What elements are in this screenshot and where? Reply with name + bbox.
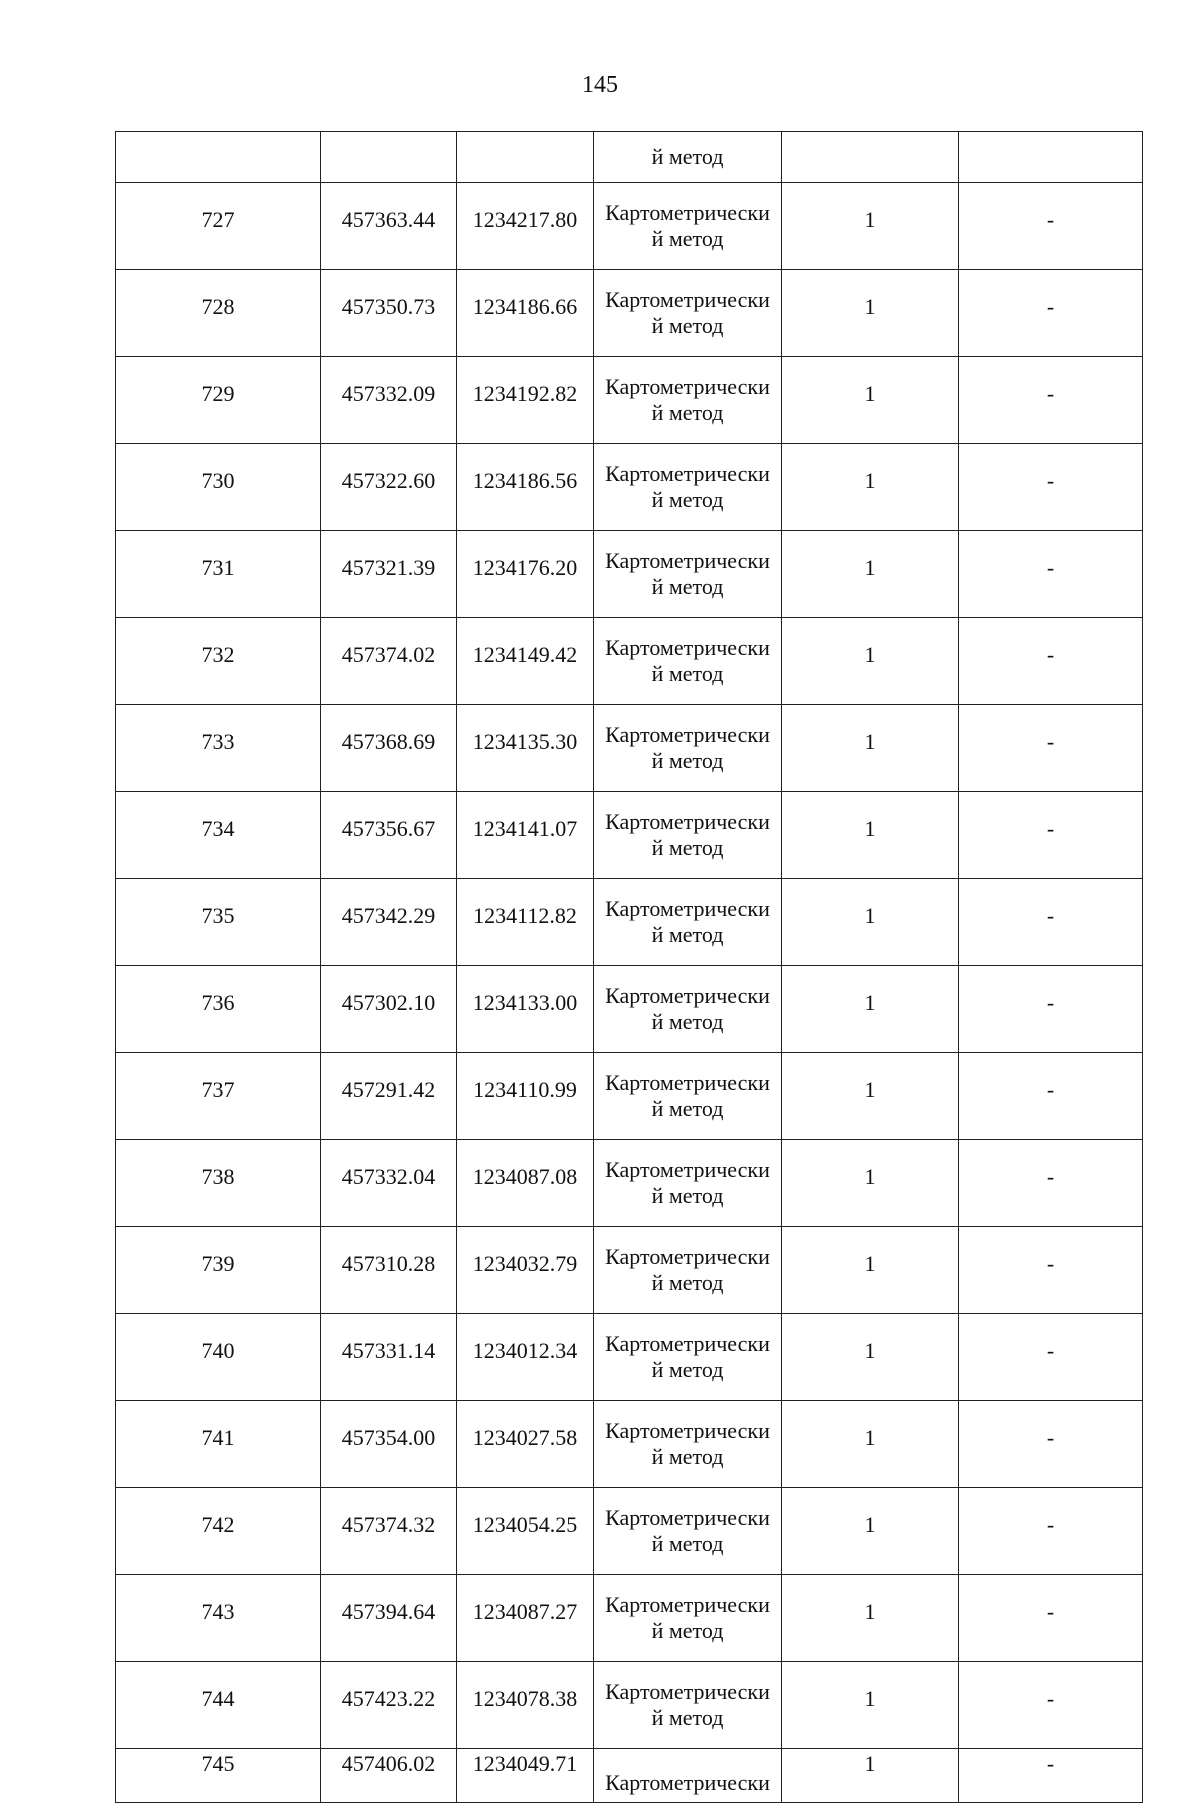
description-cell: - [959,1053,1143,1140]
method-line-1: Картометрически [605,1505,770,1530]
accuracy-cell: 1 [782,1488,959,1575]
method-line-1: Картометрически [605,722,770,747]
y-coordinate-cell [457,132,594,183]
method-line-1: Картометрически [605,548,770,573]
table-row [116,183,1143,270]
table-row [116,531,1143,618]
method-cell [594,1140,782,1227]
description-cell: - [959,705,1143,792]
description-cell: - [959,183,1143,270]
accuracy-cell: 1 [782,444,959,531]
y-coordinate-cell: 1234186.66 [457,270,594,357]
accuracy-cell [782,132,959,183]
point-number-cell: 731 [116,531,321,618]
y-coordinate-cell: 1234186.56 [457,444,594,531]
description-cell: - [959,357,1143,444]
table-row [116,357,1143,444]
method-line-2: й метод [651,1183,724,1208]
description-cell: - [959,1662,1143,1749]
method-line-1: Картометрически [605,1244,770,1269]
x-coordinate-cell: 457321.39 [321,531,457,618]
method-cell [594,792,782,879]
method-line-1: Картометрически [605,983,770,1008]
description-cell: - [959,444,1143,531]
x-coordinate-cell [321,132,457,183]
accuracy-cell: 1 [782,966,959,1053]
y-coordinate-cell: 1234176.20 [457,531,594,618]
accuracy-cell: 1 [782,705,959,792]
point-number-cell: 738 [116,1140,321,1227]
method-cell: й метод [594,132,782,183]
accuracy-cell: 1 [782,357,959,444]
method-cell [594,879,782,966]
accuracy-cell: 1 [782,1053,959,1140]
method-line-2: й метод [651,400,724,425]
y-coordinate-cell: 1234217.80 [457,183,594,270]
y-coordinate-cell: 1234141.07 [457,792,594,879]
y-coordinate-cell: 1234087.08 [457,1140,594,1227]
x-coordinate-cell: 457302.10 [321,966,457,1053]
table-row [116,1053,1143,1140]
x-coordinate-cell: 457406.02 [321,1749,457,1803]
method-cell [594,705,782,792]
x-coordinate-cell: 457394.64 [321,1575,457,1662]
coordinates-table [115,131,1143,1803]
accuracy-cell: 1 [782,183,959,270]
method-line-2: й метод [651,661,724,686]
table-row [116,1488,1143,1575]
method-line-2: й метод [651,1009,724,1034]
x-coordinate-cell: 457354.00 [321,1401,457,1488]
method-line-2: й метод [651,1270,724,1295]
description-cell: - [959,1140,1143,1227]
description-cell: - [959,879,1143,966]
x-coordinate-cell: 457322.60 [321,444,457,531]
point-number-cell: 728 [116,270,321,357]
method-cell [594,531,782,618]
method-cell [594,357,782,444]
point-number-cell: 743 [116,1575,321,1662]
x-coordinate-cell: 457332.09 [321,357,457,444]
point-number-cell: 735 [116,879,321,966]
method-cell [594,966,782,1053]
description-cell: - [959,1749,1143,1803]
accuracy-cell: 1 [782,531,959,618]
table-row [116,792,1143,879]
accuracy-cell: 1 [782,1401,959,1488]
x-coordinate-cell: 457423.22 [321,1662,457,1749]
description-cell: - [959,1575,1143,1662]
accuracy-cell: 1 [782,1227,959,1314]
y-coordinate-cell: 1234027.58 [457,1401,594,1488]
method-line-1: Картометрически [605,374,770,399]
y-coordinate-cell: 1234192.82 [457,357,594,444]
method-line-2: й метод [651,1618,724,1643]
accuracy-cell: 1 [782,879,959,966]
point-number-cell: 742 [116,1488,321,1575]
method-line-2: й метод [651,1357,724,1382]
table-row [116,1314,1143,1401]
method-cell [594,1053,782,1140]
y-coordinate-cell: 1234087.27 [457,1575,594,1662]
table-row [116,1575,1143,1662]
description-cell: - [959,792,1143,879]
x-coordinate-cell: 457374.32 [321,1488,457,1575]
method-line-1: Картометрически [605,635,770,660]
method-line-1: Картометрически [605,1418,770,1443]
y-coordinate-cell: 1234032.79 [457,1227,594,1314]
table-row [116,1227,1143,1314]
method-line-1: Картометрически [605,1331,770,1356]
accuracy-cell: 1 [782,1662,959,1749]
description-cell: - [959,618,1143,705]
y-coordinate-cell: 1234133.00 [457,966,594,1053]
description-cell: - [959,1488,1143,1575]
table-row [116,1140,1143,1227]
method-line-2: й метод [651,835,724,860]
accuracy-cell: 1 [782,1140,959,1227]
x-coordinate-cell: 457368.69 [321,705,457,792]
x-coordinate-cell: 457331.14 [321,1314,457,1401]
table-row [116,879,1143,966]
method-cell [594,444,782,531]
table-row [116,1401,1143,1488]
x-coordinate-cell: 457356.67 [321,792,457,879]
method-line-2: й метод [651,1531,724,1556]
point-number-cell: 745 [116,1749,321,1803]
description-cell: - [959,966,1143,1053]
method-line-1: Картометрически [605,1070,770,1095]
accuracy-cell: 1 [782,1314,959,1401]
method-line-2: й метод [651,574,724,599]
method-cell [594,1575,782,1662]
method-line-1: Картометрически [605,809,770,834]
description-cell: - [959,531,1143,618]
y-coordinate-cell: 1234049.71 [457,1749,594,1803]
accuracy-cell: 1 [782,618,959,705]
point-number-cell: 732 [116,618,321,705]
point-number-cell: 744 [116,1662,321,1749]
point-number-cell: 730 [116,444,321,531]
method-line-2: й метод [651,1705,724,1730]
point-number-cell: 727 [116,183,321,270]
table-row [116,966,1143,1053]
point-number-cell [116,132,321,183]
method-cell [594,1227,782,1314]
accuracy-cell: 1 [782,1575,959,1662]
y-coordinate-cell: 1234078.38 [457,1662,594,1749]
method-line-1: Картометрически [605,1592,770,1617]
method-line-2: й метод [651,1444,724,1469]
table-row [116,1662,1143,1749]
method-cell [594,1401,782,1488]
description-cell: - [959,1401,1143,1488]
accuracy-cell: 1 [782,1749,959,1803]
y-coordinate-cell: 1234135.30 [457,705,594,792]
method-line-1: Картометрически [605,1157,770,1182]
point-number-cell: 739 [116,1227,321,1314]
method-line-1: Картометрически [605,287,770,312]
point-number-cell: 740 [116,1314,321,1401]
method-line-1: Картометрически [605,461,770,486]
x-coordinate-cell: 457291.42 [321,1053,457,1140]
accuracy-cell: 1 [782,270,959,357]
table-row [116,444,1143,531]
x-coordinate-cell: 457332.04 [321,1140,457,1227]
method-line-2: й метод [651,922,724,947]
x-coordinate-cell: 457363.44 [321,183,457,270]
method-line-1: Картометрически [605,1679,770,1704]
description-cell: - [959,270,1143,357]
point-number-cell: 734 [116,792,321,879]
method-line-2: й метод [651,313,724,338]
accuracy-cell: 1 [782,792,959,879]
method-line-2: й метод [651,1096,724,1121]
method-cell [594,270,782,357]
description-cell: - [959,1314,1143,1401]
y-coordinate-cell: 1234149.42 [457,618,594,705]
method-cell [594,1314,782,1401]
method-line-2: й метод [651,487,724,512]
method-cell [594,1662,782,1749]
point-number-cell: 733 [116,705,321,792]
description-cell [959,132,1143,183]
table-row [116,705,1143,792]
x-coordinate-cell: 457310.28 [321,1227,457,1314]
point-number-cell: 736 [116,966,321,1053]
method-line-1: Картометрически [605,200,770,225]
point-number-cell: 729 [116,357,321,444]
method-cell: Картометрически [594,1749,782,1803]
y-coordinate-cell: 1234012.34 [457,1314,594,1401]
description-cell: - [959,1227,1143,1314]
point-number-cell: 741 [116,1401,321,1488]
x-coordinate-cell: 457374.02 [321,618,457,705]
method-cell [594,618,782,705]
method-line-1: Картометрически [605,896,770,921]
table-row [116,618,1143,705]
x-coordinate-cell: 457350.73 [321,270,457,357]
table-row [116,270,1143,357]
method-cell [594,1488,782,1575]
y-coordinate-cell: 1234110.99 [457,1053,594,1140]
y-coordinate-cell: 1234112.82 [457,879,594,966]
page-number: 145 [582,72,618,98]
table-row-continued [116,132,1143,183]
method-cell [594,183,782,270]
method-line-2: й метод [651,748,724,773]
x-coordinate-cell: 457342.29 [321,879,457,966]
y-coordinate-cell: 1234054.25 [457,1488,594,1575]
method-line-2: й метод [651,226,724,251]
point-number-cell: 737 [116,1053,321,1140]
table-row-last [116,1749,1143,1803]
